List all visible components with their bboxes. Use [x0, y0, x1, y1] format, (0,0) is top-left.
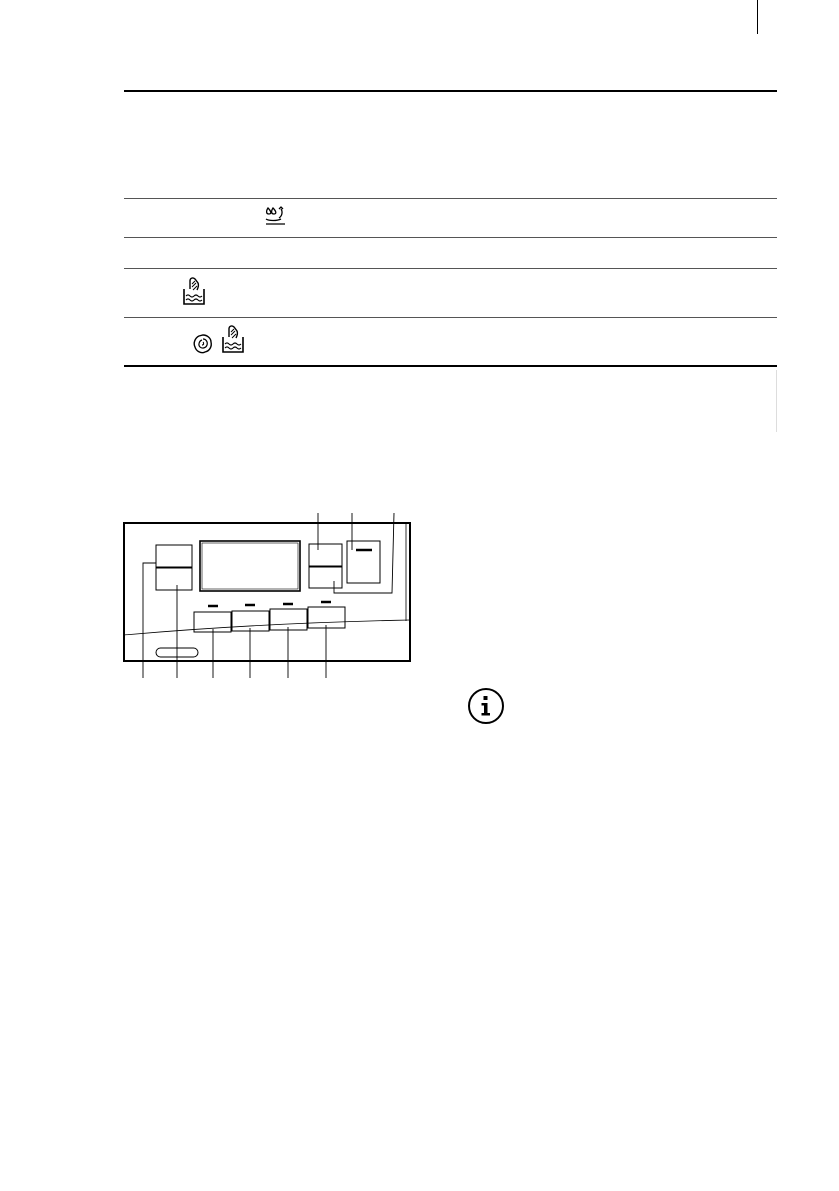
panel-button-left-top: [156, 545, 192, 567]
panel-curve: [124, 620, 410, 635]
prewash-rinse-icon: [263, 204, 287, 228]
panel-button-left-bottom: [156, 568, 192, 590]
table-row-divider: [124, 237, 777, 238]
soak-basin-icon: [219, 323, 247, 355]
table-row-divider: [124, 317, 777, 318]
panel-option-button-4: [308, 607, 345, 628]
panel-outline: [124, 523, 410, 661]
table-row-divider: [124, 198, 777, 199]
soak-basin-icon: [180, 275, 208, 307]
panel-option-button-3: [270, 609, 307, 630]
table-top-rule: [124, 90, 777, 92]
table-right-edge: [776, 370, 777, 432]
control-panel-diagram: [110, 505, 420, 690]
panel-option-button-2: [232, 611, 269, 631]
page-corner-mark: [757, 0, 758, 34]
stain-icon: [192, 333, 214, 355]
panel-button-right-top-1: [309, 544, 342, 567]
panel-button-right-bottom-1: [309, 566, 342, 588]
info-icon: [466, 686, 506, 726]
panel-display: [200, 541, 300, 591]
table-bottom-rule: [124, 365, 777, 367]
table-row-divider: [124, 268, 777, 269]
